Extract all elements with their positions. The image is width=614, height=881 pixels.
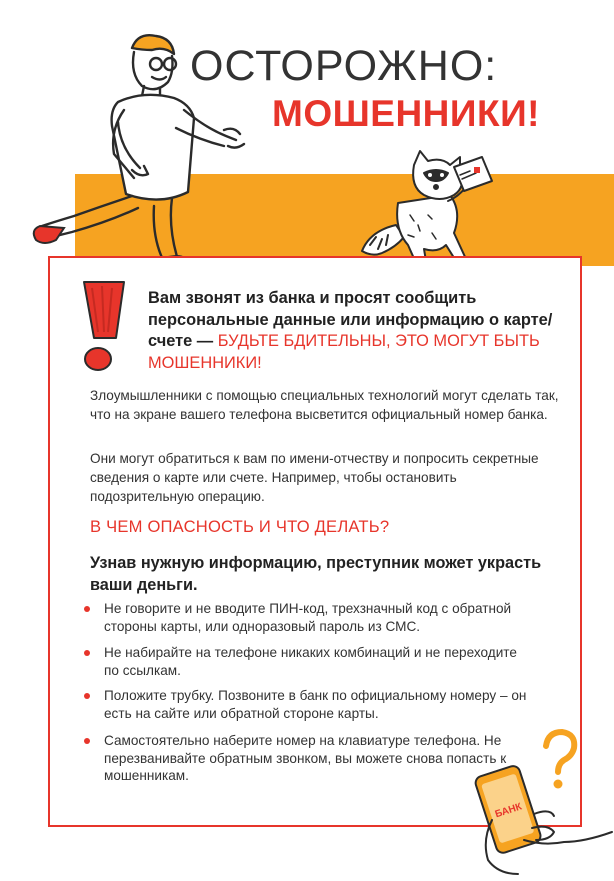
tips-list	[82, 600, 532, 794]
lead-main-text: Вам звонят из банка и просят сообщить персональные данные или информацию о карте/счете —	[148, 289, 553, 350]
lead-warning-text: БУДЬТЕ БДИТЕЛЬНЫ, ЭТО МОГУТ БЫТЬ МОШЕННИКИ!	[148, 332, 540, 372]
bullet-icon	[84, 738, 90, 744]
bullet-icon	[84, 650, 90, 656]
paragraph-1: Злоумышленники с помощью специальных технологий могут сделать так, что на экране вашего телефона высветится официальный номер банка.	[90, 388, 559, 422]
tip-text: Самостоятельно наберите номер на клавиатуре телефона. Не перезванивайте обратным звонком, вы можете снова попасть к мошенникам.	[104, 733, 507, 783]
exclamation-icon	[80, 280, 130, 372]
list-item	[82, 644, 532, 679]
hand-phone-illustration	[474, 728, 614, 878]
lead-text	[148, 288, 558, 374]
section-subtitle: Узнав нужную информацию, преступник может украсть ваши деньги.	[90, 554, 542, 594]
tip-text: Не набирайте на телефоне никаких комбинаций и не переходите по ссылкам.	[104, 645, 517, 678]
bullet-icon	[84, 606, 90, 612]
raccoon-illustration	[352, 145, 497, 270]
bullet-icon	[84, 693, 90, 699]
title-line-2: МОШЕННИКИ!	[272, 93, 540, 134]
section-title: В ЧЕМ ОПАСНОСТЬ И ЧТО ДЕЛАТЬ?	[90, 517, 390, 536]
list-item	[82, 687, 532, 722]
title-line-1: ОСТОРОЖНО:	[190, 42, 498, 90]
list-item	[82, 732, 532, 785]
tip-text: Не говорите и не вводите ПИН-код, трехзначный код с обратной стороны карты, или одноразовый пароль из СМС.	[104, 601, 512, 634]
phone-bank-label: БАНК	[493, 801, 524, 821]
paragraph-2: Они могут обратиться к вам по имени-отчеству и попросить секретные сведения о карте или счете. Например, чтобы остановить подозрительную операцию.	[90, 451, 539, 504]
list-item	[82, 600, 532, 635]
tip-text: Положите трубку. Позвоните в банк по официальному номеру – он есть на сайте или обратной стороне карты.	[104, 688, 527, 721]
